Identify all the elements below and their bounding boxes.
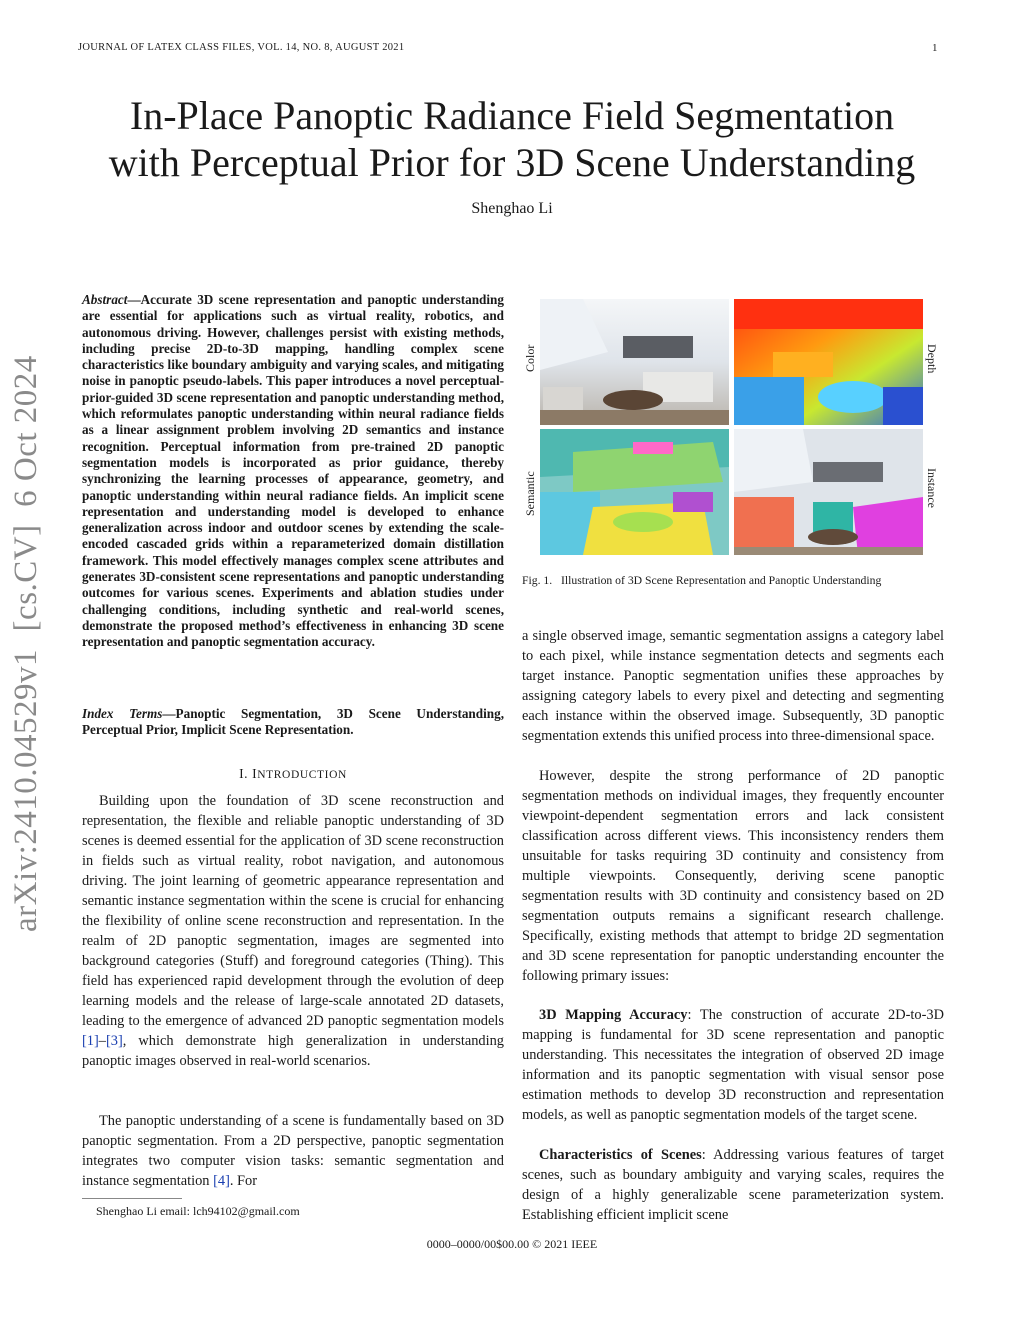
right-paragraph-1 bbox=[522, 626, 944, 746]
index-terms-text: —Panoptic Segmentation, 3D Scene Understanding, Perceptual Prior, Implicit Scene Representation. bbox=[82, 706, 504, 738]
author: Shenghao Li bbox=[471, 200, 553, 217]
arxiv-stamp-text: arXiv:2410.04529v1 [cs.CV] 6 Oct 2024 bbox=[8, 355, 44, 932]
right-p3-text: : The construction of accurate 2D-to-3D mapping is fundamental for 3D scene representation and panoptic understanding. This necessitates the integration of observed 2D image information and its panoptic segmentation with visual sensor pose estimation methods to develop 3D reconstruction and representation models, as well as panoptic segmentation models of the target scene. bbox=[522, 1007, 944, 1123]
right-p4-bold: Characteristics of Scenes bbox=[539, 1147, 702, 1163]
abstract-text: —Accurate 3D scene representation and panoptic understanding are essential for applications such as virtual reality, robotics, and autonomous driving. However, challenges persist with existing methods, including precise 2D-to-3D mapping, handling complex scene characteristics like boundary ambiguity and varying scales, and mitigating noise in panoptic pseudo-labels. This paper introduces a novel perceptual-prior-guided 3D scene representation and panoptic understanding method, which reformulates panoptic understanding within neural radiance fields as a linear assignment problem involving 2D semantics and instance recognition. Perceptual information from pre-trained 2D panoptic segmentation models is incorporated as prior guidance, thereby synchronizing the learning processes of appearance, geometry, and panoptic understanding within neural radiance fields. An implicit scene representation and understanding model is developed to enhance generalization across indoor and outdoor scenes by extending the scale-encoded cascaded grids within a reparameterized domain distillation framework. This model effectively manages complex scene attributes and generates 3D-consistent scene representations and panoptic understanding outcomes for various scenes. Experiments and ablation studies under challenging conditions, including synthetic and real-world scenes, demonstrate the proposed method’s effectiveness in enhancing 3D scene representation and panoptic segmentation accuracy. bbox=[82, 292, 504, 650]
label-semantic: Semantic bbox=[523, 471, 537, 516]
section-title-first: I bbox=[252, 766, 258, 781]
citation-4[interactable]: [4] bbox=[213, 1173, 230, 1189]
label-depth: Depth bbox=[925, 344, 939, 374]
index-terms-label: Index Terms bbox=[82, 706, 163, 721]
footnote-rule bbox=[82, 1198, 182, 1199]
semantic-panel bbox=[540, 429, 729, 555]
depth-panel bbox=[734, 299, 923, 425]
intro-p2-text-b: . For bbox=[229, 1173, 258, 1189]
right-p2-text: However, despite the strong performance of 2D panoptic segmentation methods on individual images, they frequently encounter viewpoint-dependent segmentation errors and lack consistent classification across different views. This inconsistency renders them unsuitable for tasks requiring 3D continuity and consistency from multiple viewpoints. Consequently, deriving scene panoptic segmentation results with 3D continuity and consistency based on 2D segmentation outputs remains a significant research challenge. Specifically, existing methods that attempt to bridge 2D segmentation and 3D scene representation for panoptic understanding encounter the following primary issues: bbox=[522, 768, 944, 984]
right-p1-text: a single observed image, semantic segmentation assigns a category label to each pixel, while instance segmentation detects and segments each target instance. Panoptic segmentation unifies these approaches by assigning category labels to every pixel and detecting and segmenting each instance within the observed image. Subsequently, 3D panoptic segmentation extends this unified process into three-dimensional space. bbox=[522, 628, 944, 744]
color-panel bbox=[540, 299, 729, 425]
abstract bbox=[82, 292, 504, 651]
right-p3-bold: 3D Mapping Accuracy bbox=[539, 1007, 688, 1023]
section-title-rest: NTRODUCTION bbox=[257, 769, 347, 781]
figure-caption: Fig. 1. Illustration of 3D Scene Representation and Panoptic Understanding bbox=[522, 574, 882, 587]
title-line-2: with Perceptual Prior for 3D Scene Understanding bbox=[108, 140, 916, 185]
citation-3[interactable]: [3] bbox=[105, 1033, 123, 1049]
arxiv-stamp bbox=[8, 355, 45, 932]
section-heading bbox=[82, 766, 504, 782]
intro-p1-text-b: , which demonstrate high generalization in understanding panoptic images observed in real-world scenarios. bbox=[82, 1033, 504, 1069]
index-terms bbox=[82, 706, 504, 739]
intro-paragraph-2 bbox=[82, 1111, 504, 1191]
citation-dash: – bbox=[98, 1033, 106, 1049]
right-paragraph-2 bbox=[522, 766, 944, 986]
intro-p2-text-a: The panoptic understanding of a scene is fundamentally based on 3D panoptic segmentation. From a 2D perspective, panoptic segmentation integrates two computer vision tasks: semantic segmentation and instance segmentation bbox=[82, 1113, 504, 1189]
right-p4-text: : Addressing various features of target scenes, such as boundary ambiguity and varying scales, requires the design of a highly generalizable scene parameterization system. Establishing efficient implicit scene bbox=[522, 1147, 944, 1223]
paper-title bbox=[40, 92, 984, 186]
intro-p1-text-a: Building upon the foundation of 3D scene reconstruction and representation, the flexible and reliable panoptic understanding of 3D scenes is deemed essential for the application of 3D scene reconstruction in fields such as virtual reality, robot navigation, and autonomous driving. The joint learning of geometric appearance representation and semantic instance segmentation within the scene is crucial for enhancing the flexibility of online scene reconstruction and representation. In the realm of 2D panoptic segmentation, images are segmented into background categories (Stuff) and foreground categories (Thing). This field has experienced rapid development through the evolution of deep learning models and the release of large-scale annotated 2D datasets, leading to the emergence of advanced 2D panoptic segmentation models bbox=[82, 793, 504, 1029]
abstract-label: Abstract bbox=[82, 292, 128, 307]
right-paragraph-3 bbox=[522, 1005, 944, 1125]
intro-paragraph-1 bbox=[82, 791, 504, 1071]
copyright-footer: 0000–0000/00$00.00 © 2021 IEEE bbox=[426, 1237, 598, 1251]
footnote: Shenghao Li email: lch94102@gmail.com bbox=[96, 1204, 300, 1218]
running-header: JOURNAL OF LATEX CLASS FILES, VOL. 14, NO. 8, AUGUST 2021 bbox=[78, 42, 405, 53]
label-color: Color bbox=[523, 344, 537, 372]
page-number: 1 bbox=[932, 42, 938, 54]
title-line-1: In-Place Panoptic Radiance Field Segmentation bbox=[129, 93, 895, 138]
figure-1 bbox=[513, 292, 945, 572]
instance-panel bbox=[734, 429, 923, 555]
citation-1[interactable]: [1] bbox=[82, 1033, 99, 1049]
label-instance: Instance bbox=[925, 468, 939, 508]
section-number: I. bbox=[239, 766, 249, 781]
figure-1-graphic bbox=[513, 292, 945, 572]
right-paragraph-4 bbox=[522, 1145, 944, 1225]
